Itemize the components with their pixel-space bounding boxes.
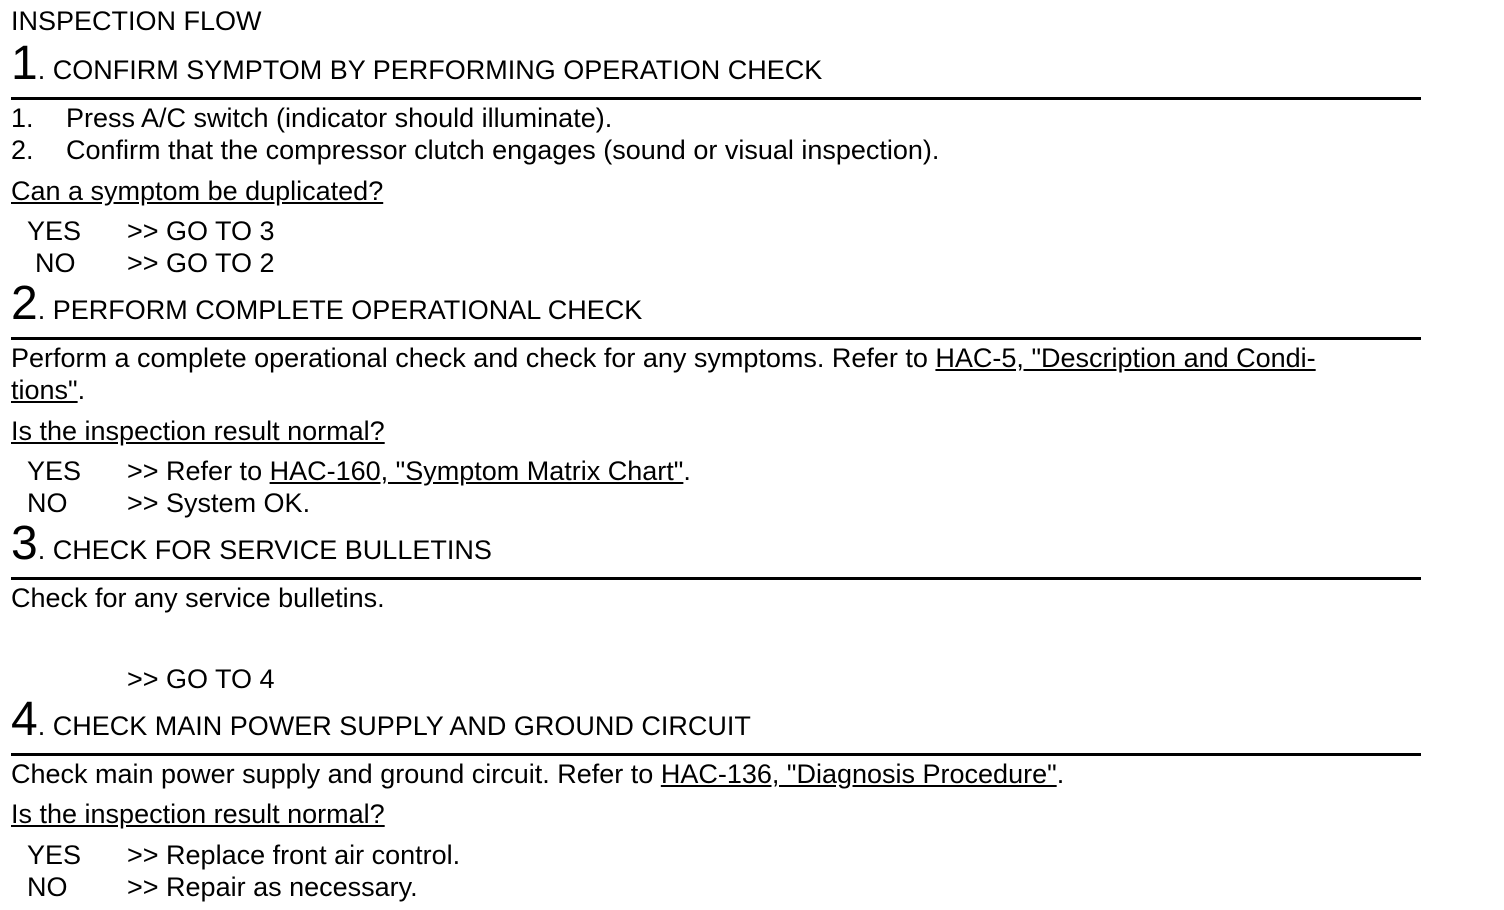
question: Can a symptom be duplicated? (11, 176, 384, 206)
body-text (11, 342, 1316, 374)
list-item-number: 1. (11, 103, 34, 133)
divider (11, 753, 1421, 756)
answer-row (27, 215, 275, 247)
answer-label: NO (27, 488, 68, 518)
answer-row (27, 487, 310, 519)
body-text-end: . (77, 375, 86, 405)
answer-text: >> GO TO 4 (127, 664, 275, 694)
answer-label: NO (35, 248, 76, 278)
step-title: CHECK MAIN POWER SUPPLY AND GROUND CIRCUIT (52, 711, 751, 741)
list-item-text: Confirm that the compressor clutch engages (sound or visual inspection). (66, 135, 940, 165)
answer-text: >> System OK. (127, 488, 311, 518)
list-item (11, 134, 939, 166)
answer-text-end: . (683, 456, 691, 486)
step-number: 1 (11, 37, 38, 90)
reference-link-hac-5[interactable]: HAC-5, "Description and Condi- (935, 343, 1316, 373)
list-item-text: Press A/C switch (indicator should illuminate). (66, 103, 613, 133)
answer-text: >> Repair as necessary. (127, 872, 418, 902)
answer-text: >> GO TO 3 (127, 216, 275, 246)
reference-link-hac-136[interactable]: HAC-136, "Diagnosis Procedure" (660, 759, 1057, 789)
step-4-heading (11, 693, 751, 746)
answer-text: >> Refer to (127, 456, 270, 486)
answer-label: NO (27, 872, 68, 902)
answer-text: >> GO TO 2 (127, 248, 275, 278)
body-text-start: Perform a complete operational check and check for any symptoms. Refer to (11, 343, 936, 373)
answer-label: YES (27, 456, 82, 486)
step-title: CONFIRM SYMPTOM BY PERFORMING OPERATION CHECK (52, 55, 823, 85)
step-2-heading (11, 277, 643, 330)
step-title: PERFORM COMPLETE OPERATIONAL CHECK (52, 295, 643, 325)
answer-label: YES (27, 216, 82, 246)
step-1-heading (11, 37, 823, 90)
step-number: 3 (11, 517, 38, 570)
body-text: Check for any service bulletins. (11, 583, 385, 613)
step-dot: . (37, 535, 46, 565)
answer-label: YES (27, 840, 82, 870)
divider (11, 337, 1421, 340)
body-text-start: Check main power supply and ground circuit. Refer to (11, 759, 661, 789)
question: Is the inspection result normal? (11, 799, 385, 829)
answer-row (27, 455, 691, 487)
body-text-end: . (1056, 759, 1065, 789)
list-item-number: 2. (11, 135, 34, 165)
answer-row (35, 247, 275, 279)
page-title: INSPECTION FLOW (11, 6, 262, 36)
step-number: 2 (11, 277, 38, 330)
question: Is the inspection result normal? (11, 416, 385, 446)
answer-row (27, 839, 460, 871)
step-dot: . (37, 55, 46, 85)
reference-link-hac-160[interactable]: HAC-160, "Symptom Matrix Chart" (269, 456, 684, 486)
reference-link-hac-5-cont[interactable]: tions" (11, 375, 78, 405)
body-text (11, 758, 1064, 790)
divider (11, 97, 1421, 100)
answer-row (27, 871, 418, 903)
step-title: CHECK FOR SERVICE BULLETINS (52, 535, 492, 565)
list-item (11, 102, 612, 134)
step-dot: . (37, 295, 46, 325)
answer-text: >> Replace front air control. (127, 840, 461, 870)
body-text-continued (11, 374, 85, 406)
step-3-heading (11, 517, 492, 570)
step-dot: . (37, 711, 46, 741)
divider (11, 577, 1421, 580)
step-number: 4 (11, 693, 38, 746)
